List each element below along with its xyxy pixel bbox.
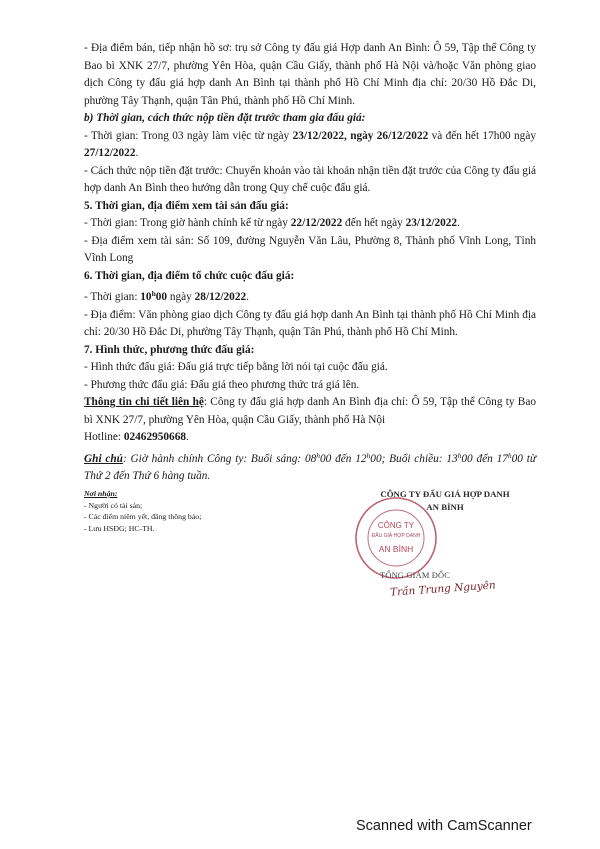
heading-section-7: 7. Hình thức, phương thức đấu giá: xyxy=(84,343,255,356)
paragraph-deposit-method: - Cách thức nộp tiền đặt trước: Chuyển khoản vào tài khoản nhận tiền đặt trước của Công ty đấu giá hợp danh An Bình theo hướng dẫn trong Quy chế cuộc đấu giá. xyxy=(84,164,536,194)
recipient-item: - Các điểm niêm yết, đăng thông báo; xyxy=(84,512,202,521)
paragraph-auction-form: - Hình thức đấu giá: Đấu giá trực tiếp bằng lời nói tại cuộc đấu giá. xyxy=(84,361,388,373)
recipients-title: Nơi nhận: xyxy=(84,489,118,498)
heading-section-5: 5. Thời gian, địa điểm xem tài sản đấu giá: xyxy=(84,199,289,212)
svg-text:AN BÌNH: AN BÌNH xyxy=(378,544,414,554)
signer-company: CÔNG TY ĐẤU GIÁ HỢP DANH AN BÌNH xyxy=(380,489,510,512)
signer-role: TỔNG GIÁM ĐỐC xyxy=(380,571,451,580)
paragraph-auction-method: - Phương thức đấu giá: Đấu giá theo phương thức trả giá lên. xyxy=(84,378,360,391)
recipients-block xyxy=(84,488,284,534)
paragraph-auction-time: - Thời gian: 10$^h$00 ngày 28/12/2022. xyxy=(84,289,249,303)
paragraph-viewing-location: - Địa điểm xem tài sản: Số 109, đường Nguyễn Văn Lâu, Phường 8, Thành phố Vĩnh Long, Tỉnh Vĩnh Long xyxy=(84,234,536,264)
paragraph-deposit-time: - Thời gian: Trong 03 ngày làm việc từ ngày 23/12/2022, ngày 26/12/2022 và đến hết 17h00 ngày 27/12/2022. xyxy=(84,129,536,159)
paragraph-viewing-time: - Thời gian: Trong giờ hành chính kể từ ngày 22/12/2022 đến hết ngày 23/12/2022. xyxy=(84,217,460,229)
signature-block xyxy=(330,488,540,608)
recipient-item: - Người có tài sản; xyxy=(84,500,143,510)
paragraph-note: Ghi chú: Giờ hành chính Công ty: Buổi sáng: 08$^h$00 đến 12$^h$00; Buổi chiều: 13$^h$00 đến 17$^h$00 từ Thứ 2 đến Thứ 6 hàng tuần. xyxy=(84,450,537,482)
paragraph-sale-location: - Địa điểm bán, tiếp nhận hồ sơ: trụ sở Công ty đấu giá Hợp danh An Bình: Ô 59, Tập thể Công ty Bao bì XNK 27/7, phường Yên Hòa, quận Cầu Giấy, thành phố Hà Nội và/hoặc Văn phòng giao dịch Công ty đấu giá hợp danh An Bình tại thành phố Hồ Chí Minh địa chỉ: 20/30 Hồ Đắc Di, phường Tây Thạnh, quận Tân Phú, thành phố Hồ Chí Minh. xyxy=(84,42,536,107)
document-body xyxy=(84,40,536,486)
paragraph-auction-location: - Địa điểm: Văn phòng giao dịch Công ty đấu giá hợp danh An Bình tại thành phố Hồ Chí Minh địa chỉ: 20/30 Hồ Đắc Di, phường Tây Thạnh, quận Tân Phú, thành phố Hồ Chí Minh. xyxy=(84,308,536,338)
scanner-watermark: Scanned with CamScanner xyxy=(356,818,532,834)
recipient-item: - Lưu HSĐG; HC-TH. xyxy=(84,523,155,533)
paragraph-hotline: Hotline: 02462950668. xyxy=(84,431,189,443)
heading-section-6: 6. Thời gian, địa điểm tổ chức cuộc đấu giá: xyxy=(84,269,295,282)
svg-text:ĐẤU GIÁ HỢP DANH: ĐẤU GIÁ HỢP DANH xyxy=(371,533,421,539)
paragraph-contact: Thông tin chi tiết liên hệ: Công ty đấu giá hợp danh An Bình địa chỉ: Ô 59, Tập thể Công ty Bao bì XNK 27/7, phường Yên Hòa, quận Cầu Giấy, thành phố Hà Nội xyxy=(84,396,536,426)
svg-text:CÔNG TY: CÔNG TY xyxy=(377,521,415,530)
signer-name: Trần Trung Nguyên xyxy=(389,579,497,599)
heading-deposit: b) Thời gian, cách thức nộp tiền đặt trước tham gia đấu giá: xyxy=(84,112,366,124)
